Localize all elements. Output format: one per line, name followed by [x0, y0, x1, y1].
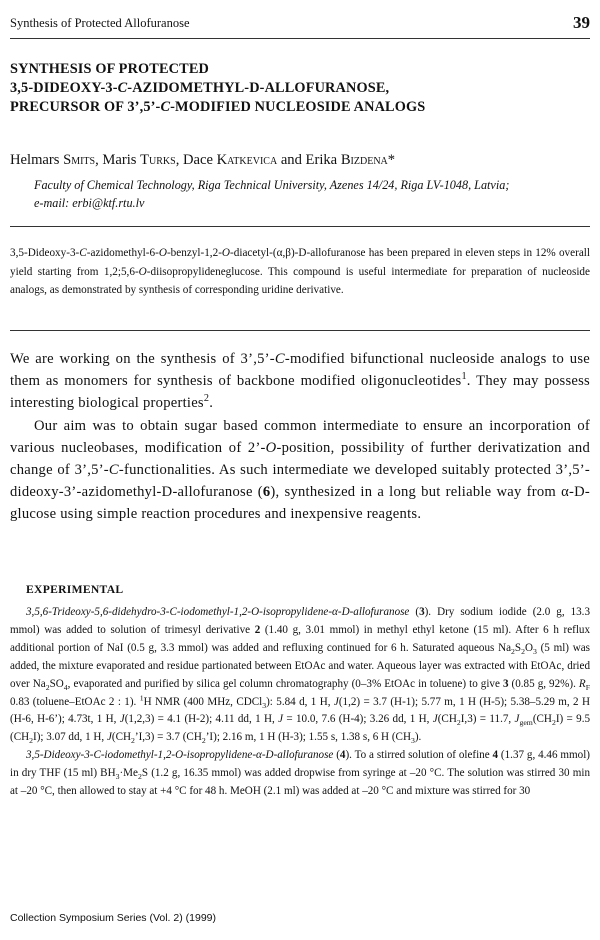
author-last-name: Smits	[63, 152, 96, 168]
footer-citation: Collection Symposium Series (Vol. 2) (1999)	[10, 912, 217, 924]
paragraph: 3,5-Dideoxy-3-C-iodomethyl-1,2-O-isopropylidene-α-D-allofuranose (4). To a stirred solution of olefine 4 (1.37 g, 4.46 mmol) in dry THF (15 ml) $BH_3\cdot Me_2S$ (1.2 g, 16.35 mmol) was added dropwise from syringe at –20 °C. The solution was stirred 30 min at –20 °C, then allowed to stay at +4 °C for 48 h. MeOH (2.1 ml) was added at –20 °C and mixture was stirred for 30	[10, 749, 590, 798]
running-title: Synthesis of Protected Allofuranose	[10, 15, 190, 30]
introduction	[10, 348, 590, 526]
title-line-2: 3,5-DIDEOXY-3-C-AZIDOMETHYL-D-ALLOFURANOSE,	[10, 80, 390, 96]
author-list: Helmars Smits, Maris Turks, Dace Katkevica and Erika Bizdena*	[10, 152, 396, 168]
author-first-name: Helmars	[10, 152, 64, 168]
section-heading: EXPERIMENTAL	[26, 583, 124, 596]
affiliation	[34, 176, 590, 212]
corresponding-author-star: *	[387, 152, 396, 168]
author-last-name: Turks	[140, 152, 176, 168]
author-last-name: Katkevica	[216, 152, 278, 168]
experimental-section	[10, 604, 590, 801]
author-first-name: Maris	[102, 152, 141, 168]
article-title	[10, 60, 590, 117]
affiliation-email[interactable]: e-mail: erbi@ktf.rtu.lv	[34, 196, 145, 210]
paragraph: Our aim was to obtain sugar based common intermediate to ensure an incorporation of various nucleobases, modification of 2’-O-position, possibility of further derivatization and change of 3’,5’-C-functionalities. As such intermediate we developed suitably protected 3’,5’-dideoxy-3’-azidomethyl-D-allofuranose (6), synthesized in a long but reliable way from α-D-glucose using simple reaction procedures and inexpensive reagents.	[10, 417, 591, 523]
title-line-1: SYNTHESIS OF PROTECTED	[10, 61, 210, 77]
divider-top	[10, 226, 590, 227]
author-first-name: Dace	[183, 152, 217, 168]
title-line-3: PRECURSOR OF 3’,5’-C-MODIFIED NUCLEOSIDE ANALOGS	[10, 99, 426, 115]
divider-bottom	[10, 330, 590, 331]
paragraph: We are working on the synthesis of 3’,5’-C-modified bifunctional nucleoside analogs to use them as monomers for synthesis of backbone modified oligonucleotides$^1$. They may possess interesting biological properties$^2$.	[10, 351, 590, 412]
page-number: 39	[573, 13, 590, 32]
author-last-name: Bizdena	[340, 152, 388, 168]
running-header	[10, 8, 590, 39]
abstract: 3,5-Dideoxy-3-C-azidomethyl-6-O-benzyl-1,2-O-diacetyl-(α,β)-D-allofuranose has been prepared in eleven steps in 12% overall yield starting from 1,2;5,6-O-diisopropylideneglucose. This compound is useful intermediate for preparation of nucleoside analogs, as demonstrated by synthesis of corresponding uridine derivative.	[10, 247, 590, 296]
affiliation-line: Faculty of Chemical Technology, Riga Technical University, Azenes 14/24, Riga LV-1048, Latvia;	[34, 178, 510, 192]
author-first-name: Erika	[305, 152, 341, 168]
paragraph: 3,5,6-Trideoxy-5,6-didehydro-3-C-iodomethyl-1,2-O-isopropylidene-α-D-allofuranose (3). Dry sodium iodide (2.0 g, 13.3 mmol) was added to solution of trimesyl derivative 2 (1.40 g, 3.01 mmol) in methyl ethyl ketone (15 ml). After 6 h reflux additional portion of NaI (0.5 g, 3.3 mmol) was added and refluxing continued for 6 h. Saturated aqueous $Na_2S_2O_3$ (5 ml) was added, the mixture evaporated and residue partionated between EtOAc and water. Aqueous layer was extracted with EtOAc, dried over $Na_2SO_4$, evaporated and purified by silica gel column chromatography (0–3% EtOAc in toluene) to give 3 (0.85 g, 92%). $R_F$ 0.83 (toluene–EtOAc 2 : 1). $^1$H NMR (400 MHz, CDCl$_3$): 5.84 d, 1 H, J(1,2) = 3.7 (H-1); 5.77 m, 1 H (H-5); 5.38–5.29 m, 2 H (H-6, H-6’); 4.73t, 1 H, J(1,2,3) = 4.1 (H-2); 4.11 dd, 1 H, J = 10.0, 7.6 (H-4); 3.26 dd, 1 H, $J(CH_2I,3) = 11.7$, $J_{gem}(CH_2I) = 9.5$ $(CH_2I)$; 3.07 dd, 1 H, $J(CH_2’I,3) = 3.7$ $(CH_2’I)$; 2.16 m, 1 H (H-3); 1.55 s, 1.38 s, 6 H $(CH_3)$.	[10, 606, 591, 746]
